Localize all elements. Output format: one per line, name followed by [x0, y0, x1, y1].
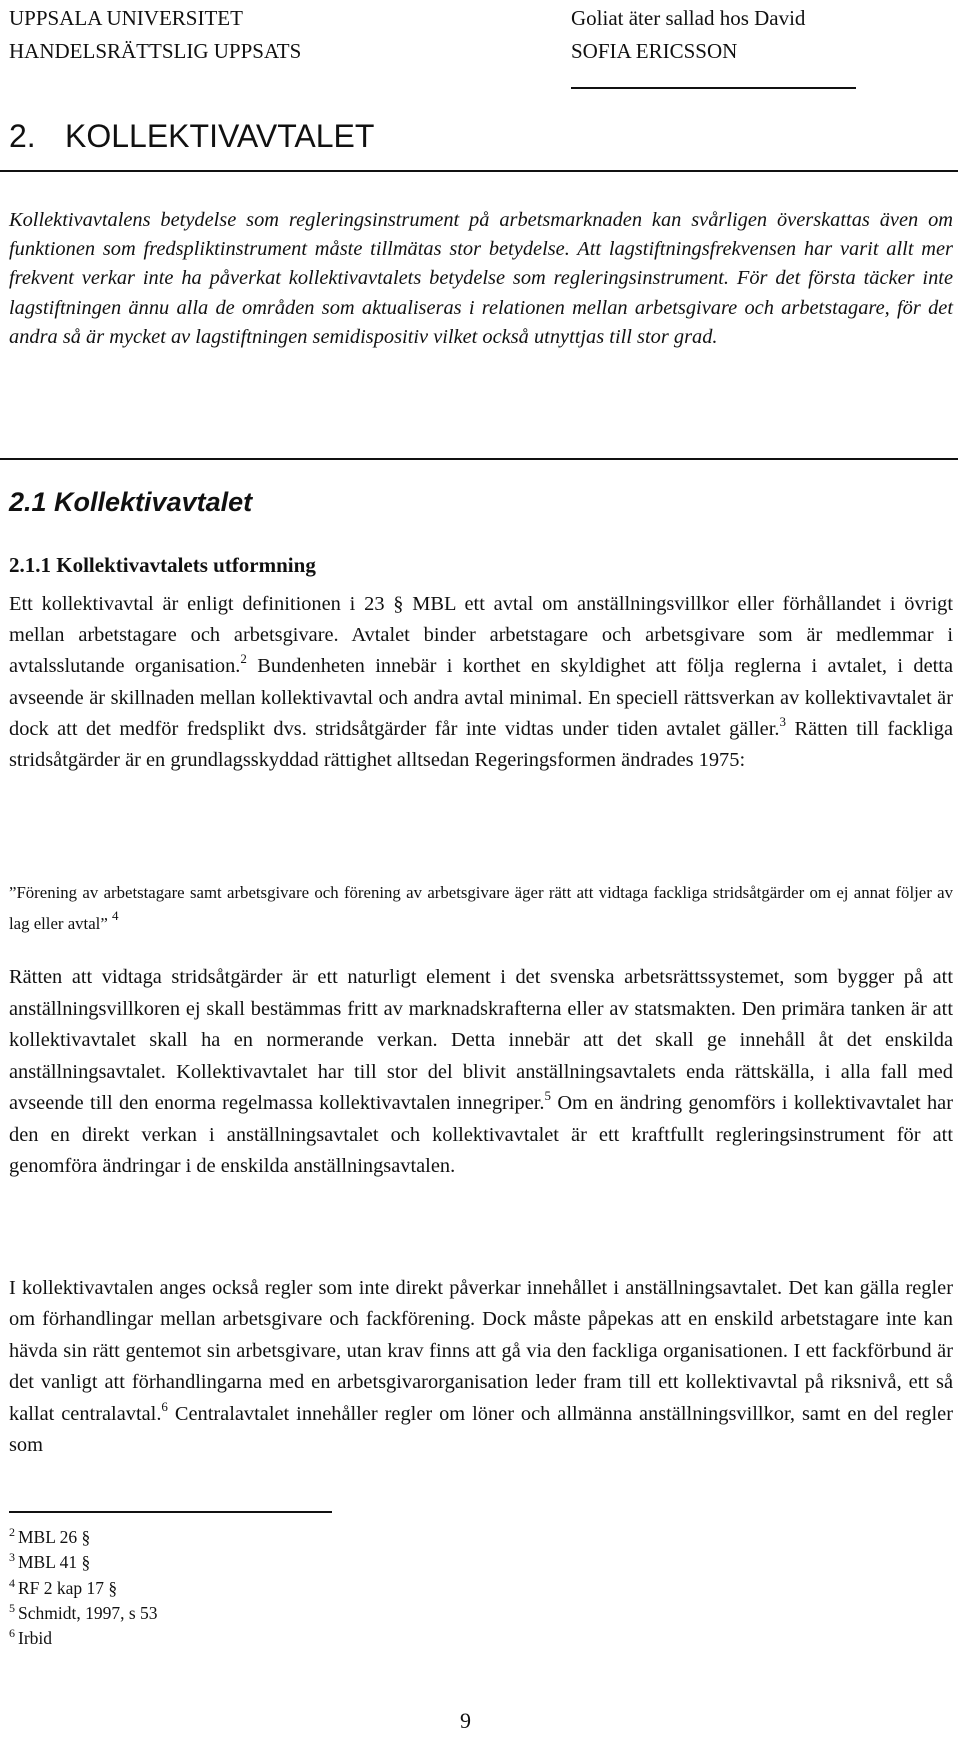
page-number: 9 [460, 1708, 471, 1733]
footnote-number: 2 [9, 1525, 15, 1539]
paragraph-text: Rätten att vidtaga stridsåtgärder är ett naturligt element i det svenska arbetsrättssystemet, som bygger på att anställningsvillkoren ej skall bestämmas fritt av marknadskrafterna eller av statsmakten. Den primära tanken är att kollektivavtalet skall ha en normerande verkan. Detta innebär att det skall ge innehåll åt det enskilda anställningsavtalet. Kollektivavtalet har till stor del blivit anställningsavtalets enda rättskälla, i alla fall med avseende till den enorma regelmassa kollektivavtalen innegriper. [9, 966, 953, 1114]
footnote-item [9, 1601, 158, 1626]
footnote-ref[interactable]: 5 [544, 1088, 552, 1103]
footnote-ref[interactable]: 6 [161, 1398, 168, 1414]
paragraph-text: Ett kollektivavtal är enligt definitionen i 23 § MBL ett avtal om anställningsvillkor eller förhållandet i övrigt mellan arbetstagare och arbetsgivare. Avtalet binder arbetstagare och arbetsgivare som är medlemmar i avtalsslutande organisation. [9, 593, 953, 678]
footnote-item [9, 1550, 158, 1575]
footnote-ref[interactable]: 2 [240, 651, 247, 667]
header-divider [571, 87, 856, 89]
chapter-title: KOLLEKTIVAVTALET [65, 118, 375, 154]
body-paragraph-3 [9, 1273, 953, 1461]
header-paper-type: HANDELSRÄTTSLIG UPPSATS [9, 39, 302, 63]
footnote-item [9, 1525, 158, 1550]
footnote-ref[interactable]: 4 [111, 908, 119, 923]
chapter-divider [0, 170, 958, 172]
body-paragraph-1 [9, 589, 953, 776]
paragraph-text: Centralavtalet innehåller regler om löner och allmänna anställningsvillkor, samt en del regler som [9, 1402, 953, 1457]
header-author: SOFIA ERICSSON [571, 39, 738, 63]
section-heading: 2.1 Kollektivavtalet [9, 487, 253, 517]
footnote-ref[interactable]: 3 [779, 713, 786, 729]
footnote-text: RF 2 kap 17 § [18, 1577, 118, 1598]
header-right [571, 2, 805, 68]
footnote-text: Schmidt, 1997, s 53 [18, 1602, 158, 1623]
section-divider [0, 458, 958, 460]
paragraph-text: Bundenheten innebär i korthet en skyldighet att följa reglerna i avtalet, i detta avseende är skillnaden mellan kollektivavtal och andra avtal minimal. En speciell rättsverkan av kollektivavtalet är dock att det medför fredsplikt dvs. stridsåtgärder får inte vidtas under tiden avtalet gäller. [9, 655, 954, 740]
body-paragraph-2 [9, 962, 953, 1183]
footnote-text: MBL 26 § [18, 1527, 91, 1547]
header-paper-title: Goliat äter sallad hos David [571, 6, 806, 30]
chapter-heading [9, 118, 374, 155]
header-university: UPPSALA UNIVERSITET [9, 6, 243, 30]
footnote-number: 6 [9, 1626, 15, 1641]
quote-text: ”Förening av arbetstagare samt arbetsgivare och förening av arbetsgivare äger rätt att vidtaga fackliga stridsåtgärder om ej annat följer av lag eller avtal” [9, 883, 953, 933]
intro-paragraph: Kollektivavtalens betydelse som regleringsinstrument på arbetsmarknaden kan svårligen överskattas även om funktionen som fredspliktinstrument måste tillmätas stor betydelse. Att lagstiftningsfrekvensen har varit allt mer frekvent verkar inte ha påverkat kollektivavtalets betydelse som regleringsinstrument. För det första täcker inte lagstiftningen ännu alla de områden som aktualiseras i relationen mellan arbetsgivare och arbetstagare, för det andra så är mycket av lagstiftningen semidispositiv vilket också utnyttjas till stor grad. [9, 209, 953, 348]
paragraph-text: Rätten till fackliga stridsåtgärder är en grundlagsskyddad rättighet alltsedan Regeringsformen ändrades 1975: [9, 717, 954, 772]
footnote-number: 5 [9, 1600, 15, 1615]
header-left [9, 2, 301, 68]
footnote-number: 4 [9, 1575, 15, 1590]
footnote-divider [9, 1511, 332, 1513]
footnote-list [9, 1525, 158, 1651]
footnote-number: 3 [9, 1550, 15, 1565]
paragraph-text: Om en ändring genomförs i kollektivavtalet har den en direkt verkan i anställningsavtalet och kollektivavtalet är ett kraftfullt regleringsinstrument för att genomföra ändringar i de enskilda anställningsavtalen. [9, 1092, 954, 1177]
footnote-item [9, 1576, 158, 1601]
footnote-item [9, 1626, 158, 1651]
chapter-number: 2. [9, 118, 36, 154]
subsection-heading: 2.1.1 Kollektivavtalets utformning [9, 553, 316, 577]
block-quote [9, 877, 953, 939]
footnote-text: MBL 41 § [18, 1552, 91, 1573]
paragraph-text: I kollektivavtalen anges också regler som inte direkt påverkar innehållet i anställningsavtalet. Det kan gälla regler om förhandlingar mellan arbetsgivare och fackförening. Dock måste påpekas att en enskild arbetstagare inte kan hävda sin rätt gentemot sin arbetsgivare, utan krav finns att gå via den fackliga organisationen. I ett fackförbund är det vanligt att förhandlingarna med en arbetsgivarorganisation leder fram till ett kollektivavtal på riksnivå, ett så kallat centralavtal. [9, 1277, 953, 1425]
footnote-text: Irbid [18, 1628, 53, 1649]
